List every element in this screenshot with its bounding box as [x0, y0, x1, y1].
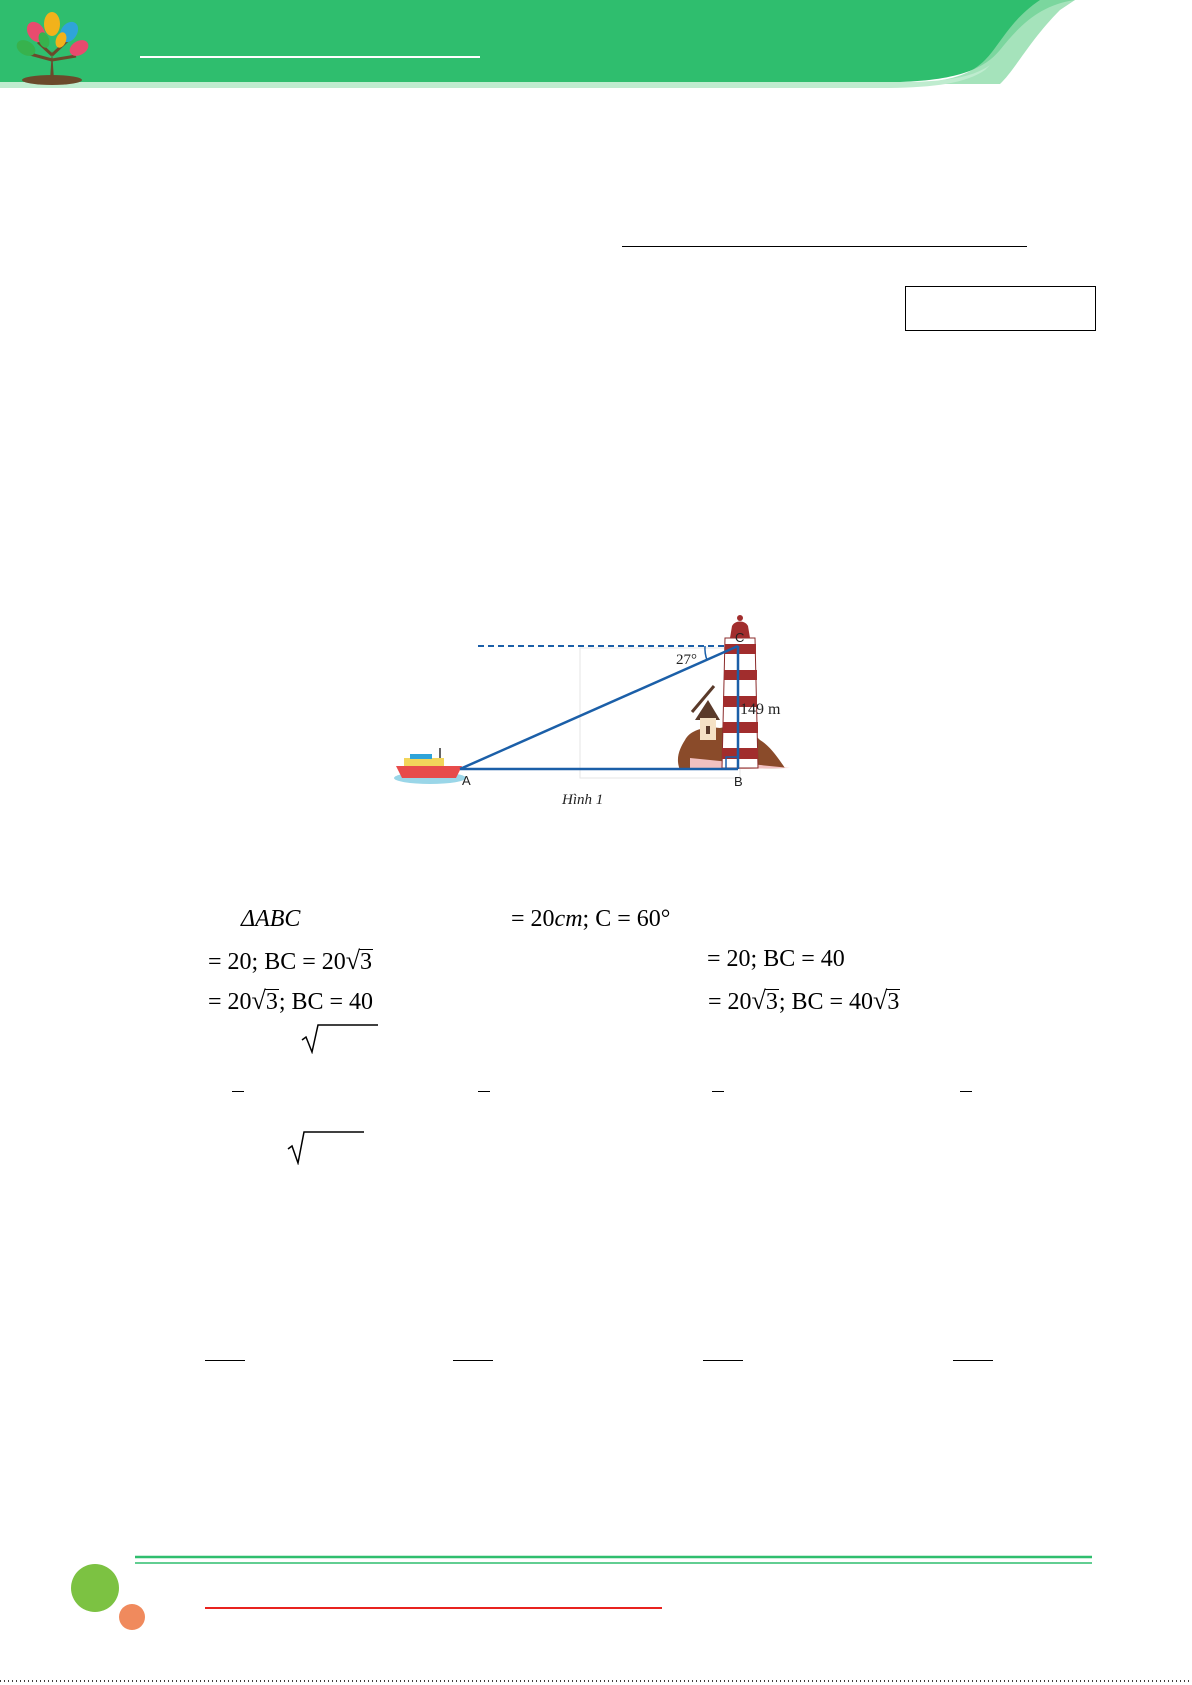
footer-decoration [0, 1545, 1192, 1685]
option-b[interactable] [707, 946, 845, 973]
title-underline [622, 246, 1027, 247]
sqrt-icon: √ [751, 986, 766, 1015]
option-c-prefix: = 20 [208, 989, 252, 1015]
option-c[interactable] [208, 986, 373, 1016]
option-b-prefix: = 20; BC = 40 [707, 946, 845, 972]
answer-box [905, 286, 1096, 331]
fraction-bar [453, 1360, 493, 1361]
sqrt-placeholder-1 [300, 1022, 380, 1054]
label-c: C [735, 630, 745, 645]
fraction-bar [712, 1091, 724, 1092]
label-a: A [462, 773, 471, 788]
option-d-radicand2: 3 [887, 989, 900, 1015]
option-d-bc: ; BC = 40 [778, 989, 874, 1015]
sqrt-icon: √ [873, 986, 888, 1015]
option-c-radicand: 3 [265, 989, 278, 1015]
fraction-bar [953, 1360, 993, 1361]
given-values [511, 906, 670, 933]
fraction-bar [232, 1091, 244, 1092]
fraction-bar [205, 1360, 245, 1361]
option-c-suffix: ; BC = 40 [278, 989, 374, 1015]
sqrt-icon: √ [251, 986, 266, 1015]
given-angle: ; C = 60° [582, 906, 671, 932]
given-unit: cm [554, 906, 583, 932]
option-a[interactable] [208, 946, 373, 976]
option-d[interactable] [708, 986, 900, 1016]
height-label: 149 m [740, 701, 781, 718]
sqrt-icon: √ [345, 946, 361, 975]
figure-caption: Hình 1 [562, 792, 604, 808]
label-b: B [734, 774, 743, 789]
header-band [0, 0, 1192, 100]
fraction-bar [478, 1091, 490, 1092]
lighthouse-figure [390, 608, 800, 813]
sqrt-placeholder-2 [286, 1129, 366, 1165]
tree-logo-icon [14, 10, 94, 88]
fraction-bar [703, 1360, 743, 1361]
given-prefix: = 20 [511, 906, 555, 932]
option-a-radicand: 3 [360, 949, 373, 975]
triangle-label: ΔABC [241, 906, 301, 932]
fraction-bar [960, 1091, 972, 1092]
angle-label: 27° [676, 652, 697, 668]
option-a-prefix: = 20; BC = 20 [208, 949, 346, 975]
option-d-radicand: 3 [765, 989, 778, 1015]
option-d-prefix: = 20 [708, 989, 752, 1015]
